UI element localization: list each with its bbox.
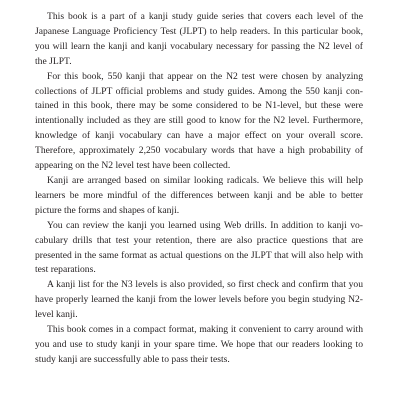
paragraph-6: This book comes in a compact format, making it convenient to carry around with you and use to study kanji in your spare time. We hope that our readers looking to study kanji are successfully able to pass their tests. — [35, 324, 363, 365]
paragraph-4: You can review the kanji you learned using Web drills. In addition to kanji vocabulary drills that test your retention, there are also practice questions that are presented in the same format as actual questions on the JLPT that will also help with test reparations. — [35, 219, 363, 276]
paragraph-5: A kanji list for the N3 levels is also provided, so first check and confirm that you have properly learned the kanji from the lower levels before you begin studying N2-level kanji. — [35, 279, 363, 321]
paragraph-1: This book is a part of a kanji study guide series that covers each level of the Japanese Language Proficiency Test (JLPT) to help readers. In this particular book, you will learn the kanji and kanji vocabulary necessary for passing the N2 level of the JLPT. — [35, 11, 363, 67]
paragraph-2: For this book, 550 kanji that appear on the N2 test were chosen by analyzing collections of JLPT official problems and study guides. Among the 550 kanji contained in this book, there may be some considered to be N1-level, but these were intentionally included as they are still good to know for the N2 level. Furthermore, knowledge of kanji vocabulary can have a major effect on your overall score. Therefore, approximately 2,250 vocabulary words that have a high probability of appearing on the N2 level test have been collected. — [35, 70, 363, 172]
paragraph-3: Kanji are arranged based on similar looking radicals. We believe this will help learners be more mindful of the differences between kanji and be able to better picture the forms and shapes of kanji. — [35, 174, 363, 216]
